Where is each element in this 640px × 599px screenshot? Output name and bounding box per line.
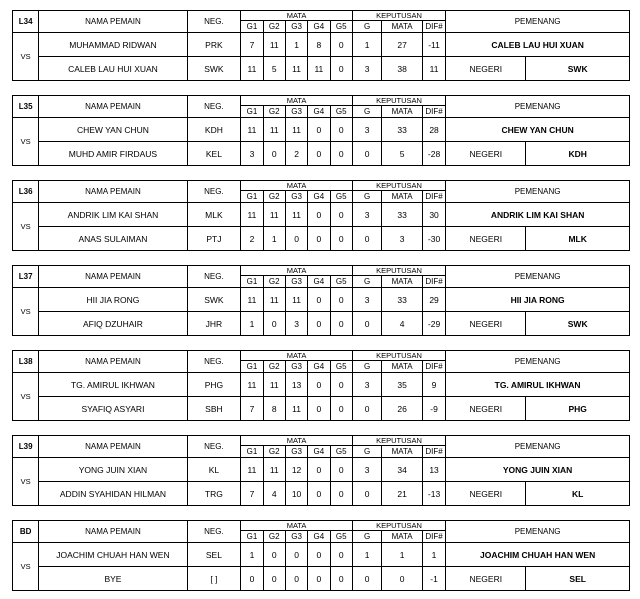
player2-name: BYE [39,567,187,591]
keputusan-header: KEPUTUSAN [352,11,445,21]
player2-g1: 0 [241,567,263,591]
kep-g-header: G [352,21,381,33]
match-table-l36 [12,180,630,251]
match-code: L35 [13,96,39,118]
player2-g5: 0 [330,142,352,166]
neg-header: NEG. [187,521,241,543]
g1-header: G1 [241,361,263,373]
player1-name: ANDRIK LIM KAI SHAN [39,203,187,227]
kep-dif-header: DIF# [422,531,445,543]
player1-g1: 11 [241,203,263,227]
winner-name: ANDRIK LIM KAI SHAN [446,203,630,227]
kep-g-header: G [352,276,381,288]
keputusan-header: KEPUTUSAN [352,436,445,446]
player1-name: HII JIA RONG [39,288,187,312]
player1-negeri: KDH [187,118,241,142]
match-table-bd [12,520,630,591]
player2-name: MUHD AMIR FIRDAUS [39,142,187,166]
player1-g4: 8 [308,33,330,57]
player1-g1: 7 [241,33,263,57]
kep-mata-header: MATA [382,531,423,543]
player2-total-points: 5 [382,142,423,166]
kep-dif-header: DIF# [422,446,445,458]
nama-header: NAMA PEMAIN [39,351,187,373]
kep-g-header: G [352,191,381,203]
winner-negeri: SWK [526,57,630,81]
player2-g1: 2 [241,227,263,251]
player1-g4: 0 [308,288,330,312]
player1-games-won: 1 [352,33,381,57]
match-code: BD [13,521,39,543]
neg-header: NEG. [187,436,241,458]
player1-games-won: 1 [352,543,381,567]
g1-header: G1 [241,276,263,288]
player1-negeri: KL [187,458,241,482]
player2-games-won: 0 [352,482,381,506]
g2-header: G2 [263,361,285,373]
g5-header: G5 [330,106,352,118]
player1-negeri: MLK [187,203,241,227]
neg-header: NEG. [187,96,241,118]
player1-dif: 9 [422,373,445,397]
player1-g1: 1 [241,543,263,567]
player2-name: AFIQ DZUHAIR [39,312,187,336]
player1-g4: 0 [308,373,330,397]
g4-header: G4 [308,106,330,118]
player2-g1: 3 [241,142,263,166]
player1-g2: 11 [263,118,285,142]
pemenang-header: PEMENANG [446,521,630,543]
player2-games-won: 0 [352,142,381,166]
g2-header: G2 [263,106,285,118]
keputusan-header: KEPUTUSAN [352,96,445,106]
player2-g4: 0 [308,142,330,166]
player1-g5: 0 [330,373,352,397]
g4-header: G4 [308,276,330,288]
mata-header: MATA [241,266,353,276]
player1-dif: 13 [422,458,445,482]
g2-header: G2 [263,191,285,203]
player1-g2: 11 [263,203,285,227]
match-table-l34 [12,10,630,81]
player2-g2: 4 [263,482,285,506]
pemenang-header: PEMENANG [446,436,630,458]
player1-g1: 11 [241,288,263,312]
player2-g4: 11 [308,57,330,81]
kep-mata-header: MATA [382,21,423,33]
negeri-label: NEGERI [446,312,526,336]
player2-dif: -1 [422,567,445,591]
g2-header: G2 [263,276,285,288]
winner-negeri: SEL [526,567,630,591]
player1-games-won: 3 [352,118,381,142]
nama-header: NAMA PEMAIN [39,266,187,288]
g4-header: G4 [308,531,330,543]
player1-g3: 11 [285,203,307,227]
kep-mata-header: MATA [382,361,423,373]
g1-header: G1 [241,191,263,203]
player1-g5: 0 [330,118,352,142]
winner-name: CHEW YAN CHUN [446,118,630,142]
player2-g4: 0 [308,312,330,336]
player1-negeri: SEL [187,543,241,567]
neg-header: NEG. [187,11,241,33]
player1-total-points: 1 [382,543,423,567]
player2-g3: 2 [285,142,307,166]
player1-name: MUHAMMAD RIDWAN [39,33,187,57]
player1-games-won: 3 [352,458,381,482]
player1-g4: 0 [308,203,330,227]
player2-name: SYAFIQ ASYARI [39,397,187,421]
nama-header: NAMA PEMAIN [39,11,187,33]
player1-g4: 0 [308,118,330,142]
player1-name: JOACHIM CHUAH HAN WEN [39,543,187,567]
player2-g2: 0 [263,142,285,166]
kep-g-header: G [352,531,381,543]
player1-name: YONG JUIN XIAN [39,458,187,482]
player2-negeri: TRG [187,482,241,506]
g4-header: G4 [308,191,330,203]
g5-header: G5 [330,446,352,458]
player1-g3: 1 [285,33,307,57]
kep-dif-header: DIF# [422,361,445,373]
g5-header: G5 [330,191,352,203]
winner-negeri: SWK [526,312,630,336]
nama-header: NAMA PEMAIN [39,96,187,118]
player1-g1: 11 [241,458,263,482]
pemenang-header: PEMENANG [446,266,630,288]
player1-dif: 28 [422,118,445,142]
player1-g1: 11 [241,373,263,397]
player1-dif: -11 [422,33,445,57]
neg-header: NEG. [187,266,241,288]
g5-header: G5 [330,361,352,373]
player1-total-points: 34 [382,458,423,482]
g3-header: G3 [285,531,307,543]
winner-negeri: KDH [526,142,630,166]
player1-g2: 0 [263,543,285,567]
player1-g5: 0 [330,288,352,312]
negeri-label: NEGERI [446,57,526,81]
kep-dif-header: DIF# [422,106,445,118]
negeri-label: NEGERI [446,227,526,251]
nama-header: NAMA PEMAIN [39,521,187,543]
g5-header: G5 [330,21,352,33]
g3-header: G3 [285,106,307,118]
mata-header: MATA [241,436,353,446]
vs-label: VS [13,458,39,506]
player1-g2: 11 [263,288,285,312]
player2-dif: -9 [422,397,445,421]
kep-g-header: G [352,106,381,118]
player2-g4: 0 [308,397,330,421]
negeri-label: NEGERI [446,567,526,591]
player1-dif: 1 [422,543,445,567]
player2-g2: 0 [263,567,285,591]
player1-total-points: 27 [382,33,423,57]
negeri-label: NEGERI [446,482,526,506]
nama-header: NAMA PEMAIN [39,436,187,458]
kep-g-header: G [352,361,381,373]
player2-g2: 1 [263,227,285,251]
pemenang-header: PEMENANG [446,181,630,203]
player2-g1: 7 [241,397,263,421]
player1-name: TG. AMIRUL IKHWAN [39,373,187,397]
vs-label: VS [13,203,39,251]
player2-negeri: SWK [187,57,241,81]
g4-header: G4 [308,21,330,33]
g4-header: G4 [308,361,330,373]
pemenang-header: PEMENANG [446,96,630,118]
player2-g1: 11 [241,57,263,81]
vs-label: VS [13,118,39,166]
player1-g3: 0 [285,543,307,567]
player2-g5: 0 [330,57,352,81]
negeri-label: NEGERI [446,142,526,166]
player2-g4: 0 [308,227,330,251]
g5-header: G5 [330,276,352,288]
player2-g1: 1 [241,312,263,336]
kep-dif-header: DIF# [422,21,445,33]
g1-header: G1 [241,531,263,543]
player2-total-points: 38 [382,57,423,81]
kep-mata-header: MATA [382,276,423,288]
player2-games-won: 0 [352,567,381,591]
neg-header: NEG. [187,351,241,373]
match-code: L34 [13,11,39,33]
player2-g5: 0 [330,227,352,251]
player2-dif: -30 [422,227,445,251]
player2-g4: 0 [308,482,330,506]
keputusan-header: KEPUTUSAN [352,181,445,191]
player2-g3: 0 [285,227,307,251]
player2-negeri: PTJ [187,227,241,251]
player1-g5: 0 [330,458,352,482]
winner-name: CALEB LAU HUI XUAN [446,33,630,57]
mata-header: MATA [241,181,353,191]
player1-g5: 0 [330,33,352,57]
player1-g1: 11 [241,118,263,142]
player2-negeri: KEL [187,142,241,166]
player1-g2: 11 [263,373,285,397]
player2-g1: 7 [241,482,263,506]
player1-g2: 11 [263,458,285,482]
player2-dif: 11 [422,57,445,81]
kep-g-header: G [352,446,381,458]
player2-name: CALEB LAU HUI XUAN [39,57,187,81]
player2-games-won: 0 [352,397,381,421]
g1-header: G1 [241,21,263,33]
player1-g3: 11 [285,288,307,312]
match-table-l35 [12,95,630,166]
player1-total-points: 33 [382,118,423,142]
player2-g5: 0 [330,567,352,591]
player2-negeri: SBH [187,397,241,421]
player1-g2: 11 [263,33,285,57]
winner-name: YONG JUIN XIAN [446,458,630,482]
kep-dif-header: DIF# [422,191,445,203]
g1-header: G1 [241,446,263,458]
keputusan-header: KEPUTUSAN [352,521,445,531]
player2-negeri: [ ] [187,567,241,591]
player2-g3: 11 [285,397,307,421]
kep-mata-header: MATA [382,446,423,458]
kep-mata-header: MATA [382,191,423,203]
vs-label: VS [13,373,39,421]
pemenang-header: PEMENANG [446,11,630,33]
g3-header: G3 [285,361,307,373]
match-table-l39 [12,435,630,506]
player1-name: CHEW YAN CHUN [39,118,187,142]
player2-negeri: JHR [187,312,241,336]
player1-negeri: SWK [187,288,241,312]
player2-g3: 0 [285,567,307,591]
player2-g5: 0 [330,482,352,506]
mata-header: MATA [241,11,353,21]
player1-g5: 0 [330,203,352,227]
match-code: L39 [13,436,39,458]
match-code: L38 [13,351,39,373]
player2-g5: 0 [330,397,352,421]
player2-name: ANAS SULAIMAN [39,227,187,251]
mata-header: MATA [241,521,353,531]
winner-negeri: MLK [526,227,630,251]
g3-header: G3 [285,446,307,458]
g2-header: G2 [263,531,285,543]
g3-header: G3 [285,276,307,288]
winner-name: HII JIA RONG [446,288,630,312]
player2-g5: 0 [330,312,352,336]
player1-g3: 12 [285,458,307,482]
mata-header: MATA [241,96,353,106]
player1-games-won: 3 [352,203,381,227]
g2-header: G2 [263,21,285,33]
player1-dif: 30 [422,203,445,227]
player1-total-points: 35 [382,373,423,397]
player1-games-won: 3 [352,373,381,397]
match-code: L36 [13,181,39,203]
player2-g3: 11 [285,57,307,81]
player2-g4: 0 [308,567,330,591]
player1-negeri: PHG [187,373,241,397]
player2-g2: 8 [263,397,285,421]
player2-g2: 5 [263,57,285,81]
player1-g3: 11 [285,118,307,142]
player2-dif: -29 [422,312,445,336]
g3-header: G3 [285,21,307,33]
match-code: L37 [13,266,39,288]
player2-total-points: 26 [382,397,423,421]
negeri-label: NEGERI [446,397,526,421]
winner-name: TG. AMIRUL IKHWAN [446,373,630,397]
player2-g2: 0 [263,312,285,336]
player1-dif: 29 [422,288,445,312]
vs-label: VS [13,543,39,591]
match-table-l37 [12,265,630,336]
keputusan-header: KEPUTUSAN [352,351,445,361]
player1-negeri: PRK [187,33,241,57]
g5-header: G5 [330,531,352,543]
player1-games-won: 3 [352,288,381,312]
player2-dif: -28 [422,142,445,166]
keputusan-header: KEPUTUSAN [352,266,445,276]
player2-g3: 3 [285,312,307,336]
player2-total-points: 21 [382,482,423,506]
player2-games-won: 0 [352,227,381,251]
player2-games-won: 3 [352,57,381,81]
mata-header: MATA [241,351,353,361]
winner-negeri: PHG [526,397,630,421]
player1-g5: 0 [330,543,352,567]
winner-negeri: KL [526,482,630,506]
vs-label: VS [13,33,39,81]
player1-g4: 0 [308,458,330,482]
player2-total-points: 3 [382,227,423,251]
vs-label: VS [13,288,39,336]
neg-header: NEG. [187,181,241,203]
player2-dif: -13 [422,482,445,506]
player2-total-points: 0 [382,567,423,591]
winner-name: JOACHIM CHUAH HAN WEN [446,543,630,567]
player1-total-points: 33 [382,288,423,312]
g4-header: G4 [308,446,330,458]
g1-header: G1 [241,106,263,118]
player2-games-won: 0 [352,312,381,336]
player2-g3: 10 [285,482,307,506]
player2-name: ADDIN SYAHIDAN HILMAN [39,482,187,506]
g2-header: G2 [263,446,285,458]
nama-header: NAMA PEMAIN [39,181,187,203]
player1-g4: 0 [308,543,330,567]
g3-header: G3 [285,191,307,203]
player1-g3: 13 [285,373,307,397]
player2-total-points: 4 [382,312,423,336]
kep-dif-header: DIF# [422,276,445,288]
match-table-l38 [12,350,630,421]
kep-mata-header: MATA [382,106,423,118]
player1-total-points: 33 [382,203,423,227]
pemenang-header: PEMENANG [446,351,630,373]
